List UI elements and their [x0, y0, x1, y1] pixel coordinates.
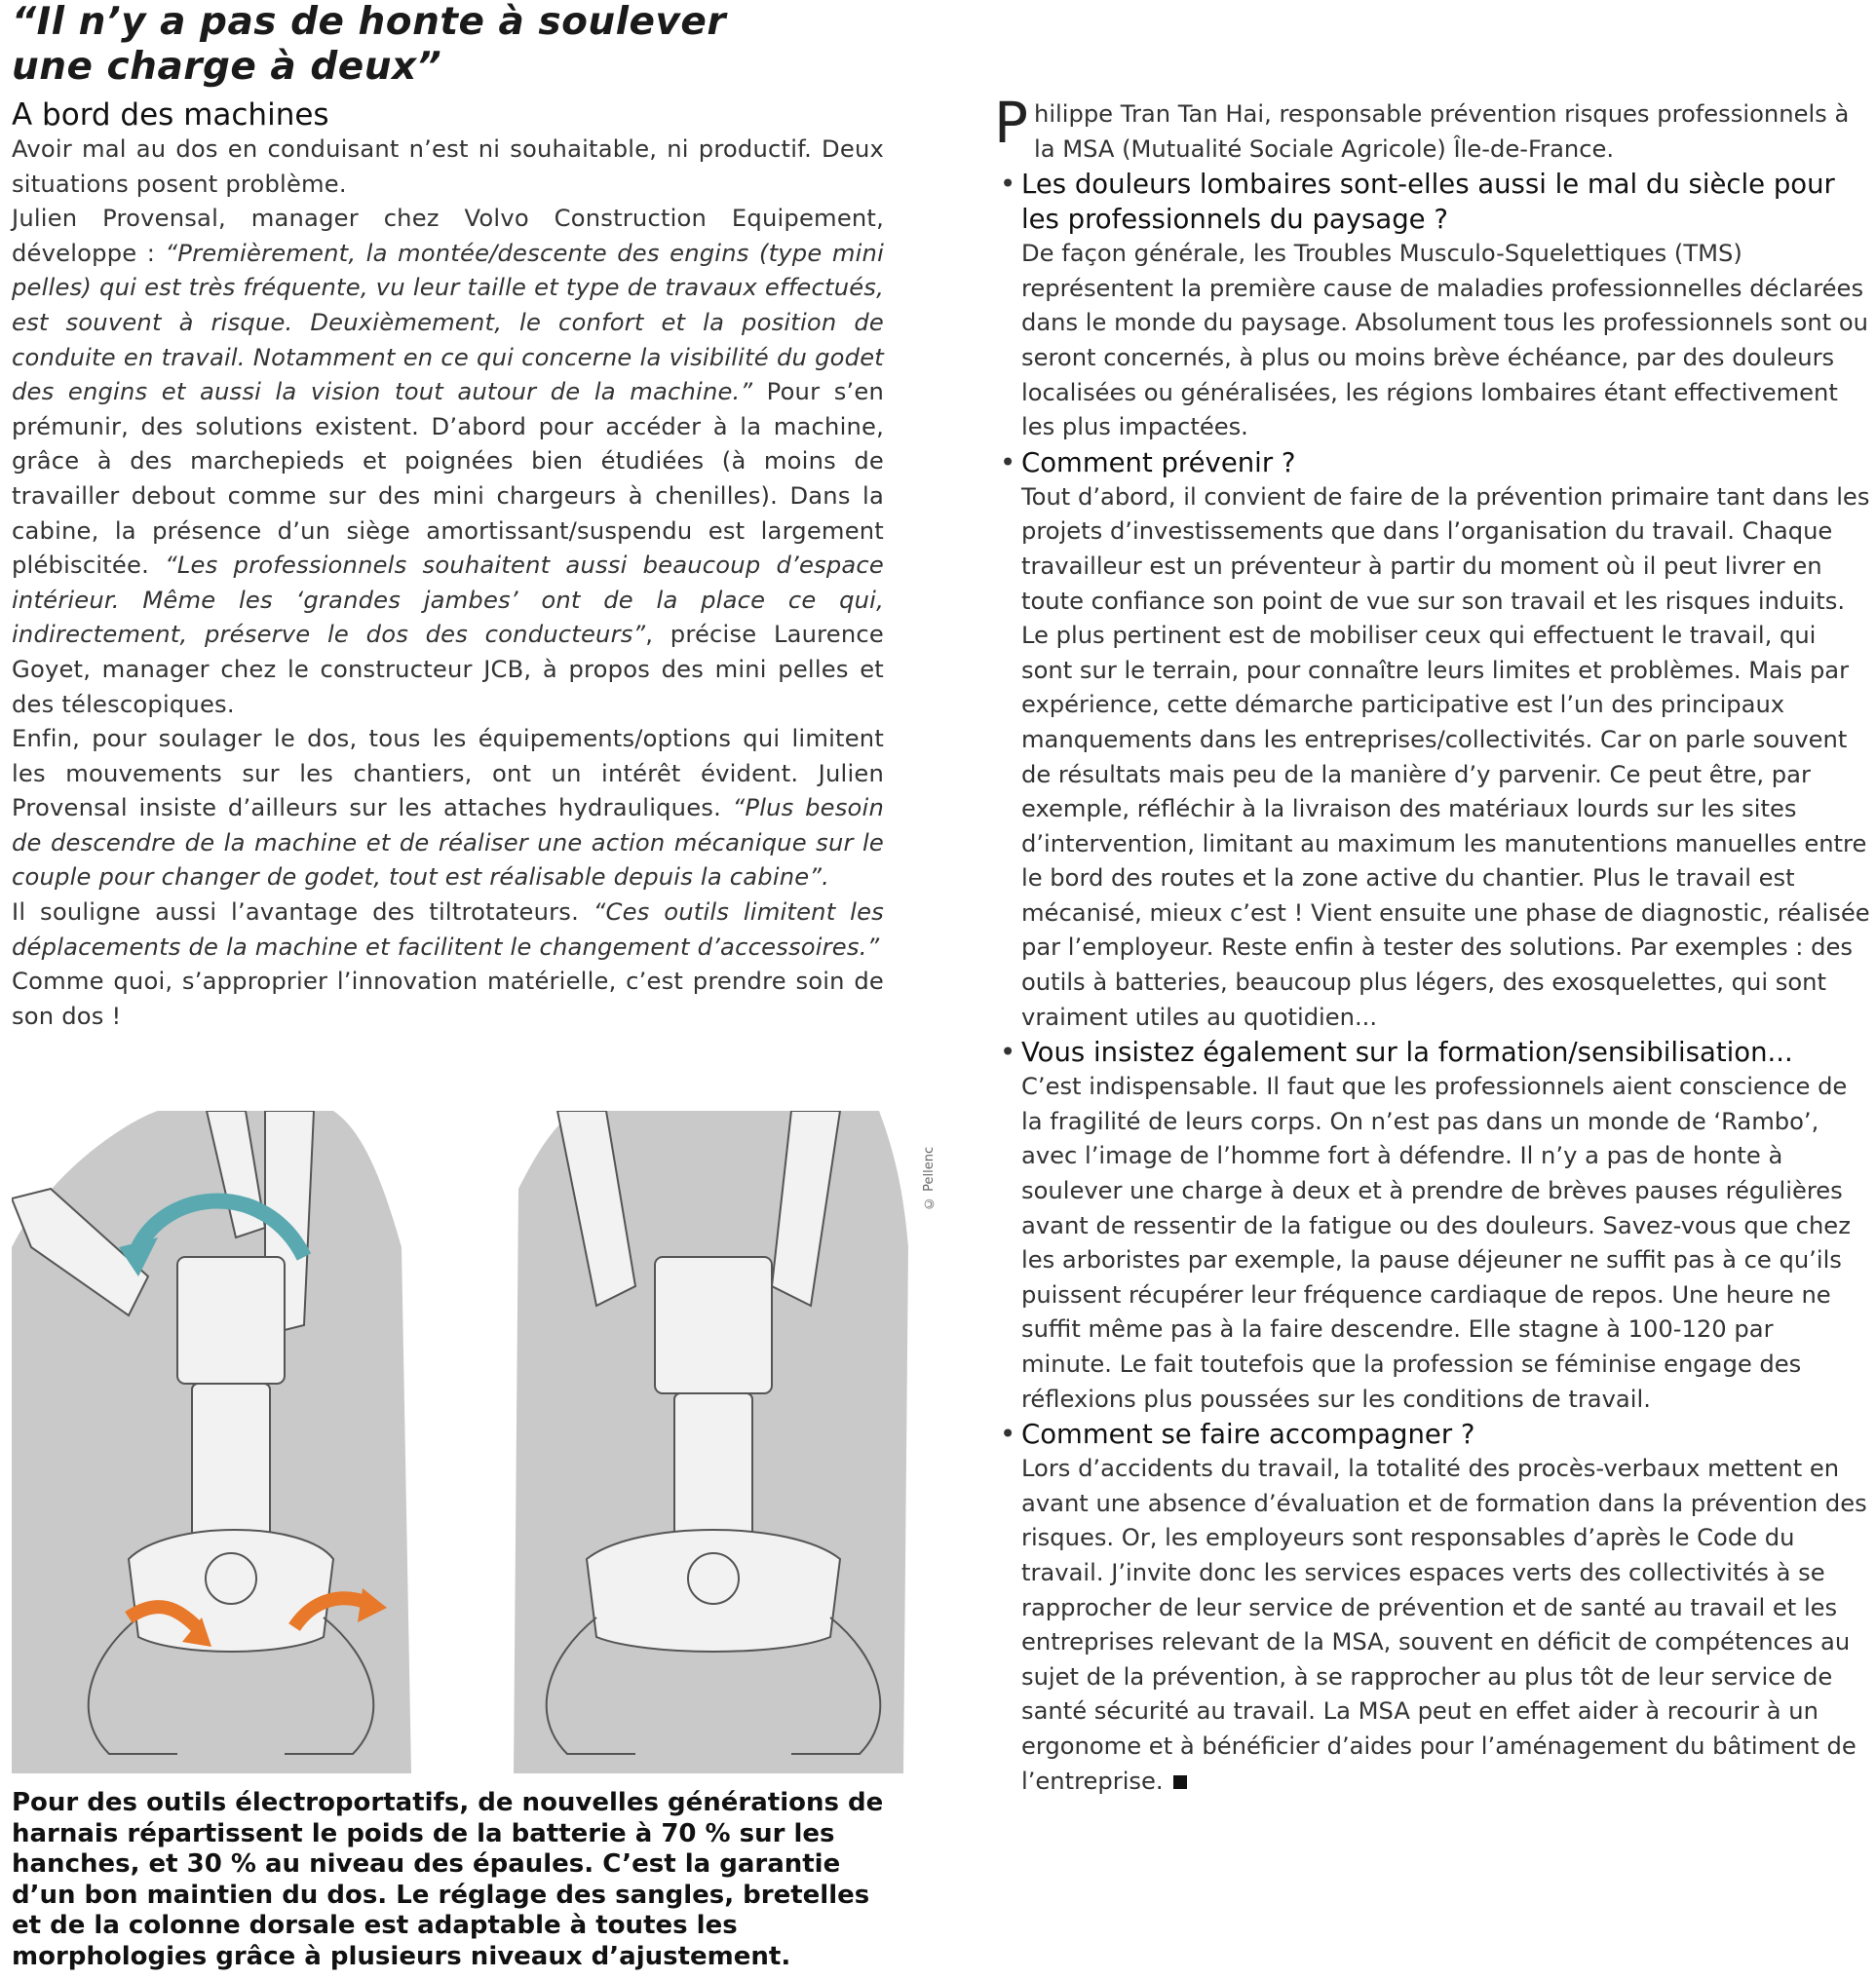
photo-credit: © Pellenc	[922, 1146, 937, 1210]
headline-line-2: une charge à deux”	[12, 45, 442, 89]
question-4: • Comment se faire accompagner ?	[994, 1417, 1871, 1452]
harness-illustration	[12, 1111, 955, 1773]
headline	[12, 0, 884, 90]
drop-cap: P	[994, 90, 1028, 156]
intro-text: hilippe Tran Tan Hai, responsable prévention risques professionnels à la MSA (Mutualité Sociale Agricole) Île-de-France.	[1033, 100, 1850, 163]
paragraph-conclusion: Comme quoi, s’approprier l’innovation matérielle, c’est prendre soin de son dos !	[12, 968, 884, 1030]
quote-text: “Les professionnels souhaitent aussi beaucoup d’espace intérieur. Même les ‘grandes jambes’ ont de la place ce qui, indirectement, préserve le dos des conducteurs”	[12, 552, 884, 649]
right-column	[994, 90, 1871, 1799]
quote-text: “Premièrement, la montée/descente des engins (type mini pelles) qui est très fréquente, vu leur taille et type de travaux effectués, est souvent à risque. Deuxièmement, le confort et la position de conduite en travail. Notamment en ce qui concerne la visibilité du godet des engins et aussi la vision tout autour de la machine.”	[12, 239, 884, 406]
question-2: • Comment prévenir ?	[994, 445, 1871, 480]
paragraph-text: Pour s’en prémunir, des solutions existent. D’abord pour accéder à la machine, grâce à des marchepieds et poignées bien étudiées (à moins de travailler debout comme sur des mini chargeurs à chenilles). Dans la cabine, la présence d’un siège amortissant/suspendu est largement plébiscitée.	[12, 378, 884, 580]
harness-drawing	[12, 1111, 955, 1773]
left-column	[12, 0, 884, 1034]
figure-caption: Pour des outils électroportatifs, de nouvelles générations de harnais répartissent le poids de la batterie à 70 % sur les hanches, et 30 % au niveau des épaules. C’est la garantie d’un bon maintien du dos. Le réglage des sangles, bretelles et de la colonne dorsale est adaptable à toutes les morphologies grâce à plusieurs niveaux d’ajustement.	[12, 1788, 884, 1971]
quote-text: “Ces outils limitent les déplacements de la machine et facilitent le changement d’accessoires.”	[12, 898, 884, 961]
paragraph-text: Julien Provensal, manager chez Volvo Construction Equipement, développe :	[12, 205, 884, 267]
answer-4	[994, 1452, 1871, 1799]
answer-4-text: Lors d’accidents du travail, la totalité des procès-verbaux mettent en avant une absence d’évaluation et de formation dans la prévention des risques. Or, les employeurs sont responsables d’après le Code du travail. J’invite donc les services espaces verts des collectivités à se rapprocher de leur service de prévention et de santé au travail et les entreprises relevant de la MSA, souvent en déficit de compétences au sujet de la prévention, à se rapprocher au plus tôt de leur service de santé sécurité au travail. La MSA peut en effet aider à recourir à un ergonome et à bénéficier d’aides pour l’aménagement du bâtiment de l’entreprise.	[1021, 1455, 1867, 1795]
paragraph-tiltrotators	[12, 895, 884, 965]
answer-1: De façon générale, les Troubles Musculo-Squelettiques (TMS) représentent la première cause de maladies professionnelles déclarées dans le monde du paysage. Absolument tous les professionnels sont ou seront concernés, à plus ou moins brève échéance, par des douleurs localisées ou généralisées, les régions lombaires étant effectivement les plus impactées.	[1021, 240, 1868, 441]
paragraph-text: , précise Laurence Goyet, manager chez le constructeur JCB, à propos des mini pelles et des télescopiques.	[12, 621, 884, 718]
end-mark-icon	[1173, 1775, 1187, 1789]
quote-text: “Plus besoin de descendre de la machine et de réaliser une action mécanique sur le couple pour changer de godet, tout est réalisable depuis la cabine”.	[12, 794, 884, 892]
question-3: • Vous insistez également sur la formation/sensibilisation...	[994, 1035, 1871, 1070]
paragraph-text: Il souligne aussi l’avantage des tiltrotateurs.	[12, 898, 593, 927]
paragraph-intro: Avoir mal au dos en conduisant n’est ni souhaitable, ni productif. Deux situations posent problème.	[12, 135, 884, 198]
paragraph-hydraulics	[12, 722, 884, 895]
answer-2: Tout d’abord, il convient de faire de la prévention primaire tant dans les projets d’investissements que dans l’organisation du travail. Chaque travailleur est un préventeur à partir du moment où il peut livrer en toute confiance son point de vue sur son travail et les risques induits. Le plus pertinent est de mobiliser ceux qui effectuent le travail, qui sont sur le terrain, pour connaître leurs limites et problèmes. Mais par expérience, cette démarche participative est l’un des principaux manquements dans les entreprises/collectivités. Car on parle souvent de résultats mais peu de la manière d’y parvenir. Ce peut être, par exemple, réfléchir à la livraison des matériaux lourds sur les sites d’intervention, limitant au maximum les manutentions manuelles entre le bord des routes et la zone active du chantier. Plus le travail est mécanisé, mieux c’est ! Vient ensuite une phase de diagnostic, réalisée par l’employeur. Reste enfin à tester des solutions. Par exemples : des outils à batteries, beaucoup plus légers, des exosquelettes, qui sont vraiment utiles au quotidien...	[1021, 482, 1870, 1031]
section-subhead: A bord des machines	[12, 97, 329, 133]
paragraph-volvo-jcb	[12, 202, 884, 722]
question-1: • Les douleurs lombaires sont-elles aussi le mal du siècle pour les professionnels du paysage ?	[994, 167, 1871, 237]
interview-intro	[994, 90, 1871, 167]
paragraph-text: Enfin, pour soulager le dos, tous les équipements/options qui limitent les mouvements sur les chantiers, ont un intérêt évident. Julien Provensal insiste d’ailleurs sur les attaches hydrauliques.	[12, 725, 884, 822]
headline-line-1: “Il n’y a pas de honte à soulever	[12, 0, 727, 44]
answer-3: C’est indispensable. Il faut que les professionnels aient conscience de la fragilité de leurs corps. On n’est pas dans un monde de ‘Rambo’, avec l’image de l’homme fort à défendre. Il n’y a pas de honte à soulever une charge à deux et à prendre de brèves pauses régulières avant de ressentir de la fatigue ou des douleurs. Savez-vous que chez les arboristes par exemple, la pause déjeuner ne suffit pas à ce qu’ils puissent récupérer leur fréquence cardiaque de repos. Une heure ne suffit même pas à la faire descendre. Elle stagne à 100-120 par minute. Le fait toutefois que la profession se féminise engage des réflexions plus poussées sur les conditions de travail.	[1021, 1073, 1851, 1413]
